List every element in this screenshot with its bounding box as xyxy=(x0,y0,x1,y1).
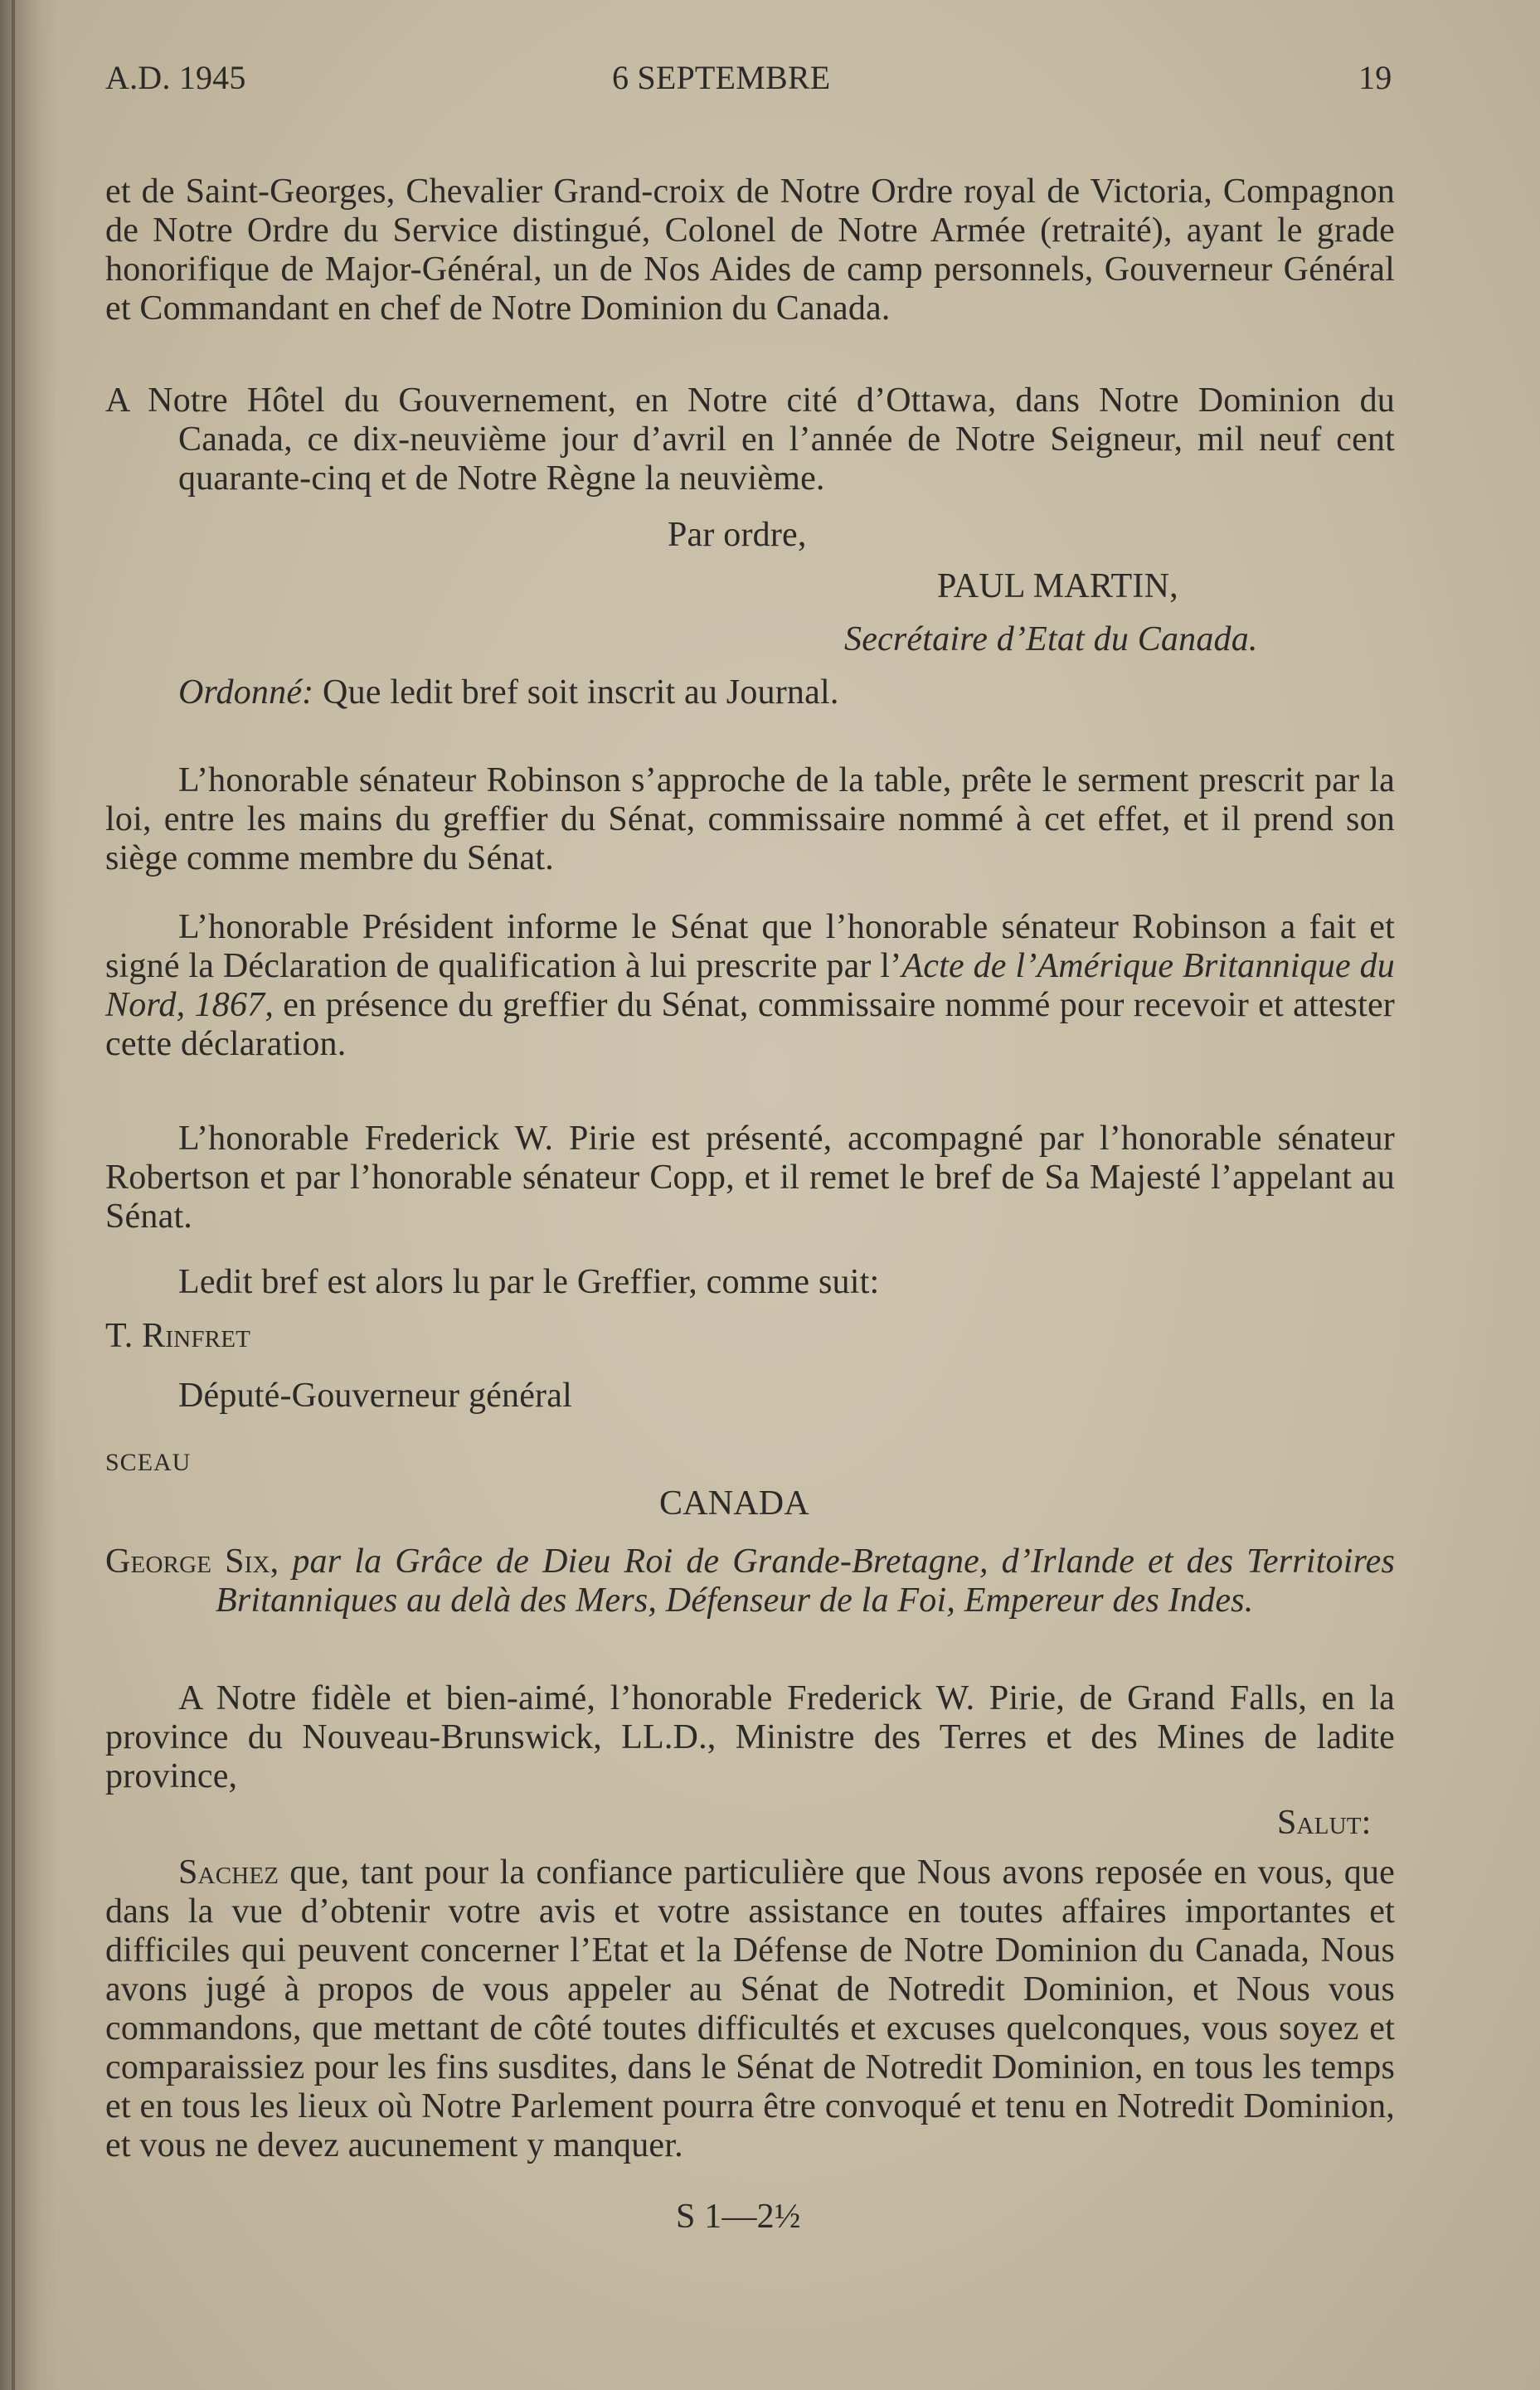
pirie-text: L’honorable Frederick W. Pirie est présenté, accompagné par l’honorable sénateur Robertson et par l’honorable sénateur Copp, et il remet le bref de Sa Majesté l’appelant au Sénat. xyxy=(105,1120,1395,1236)
act-title: Acte de l’Amérique Britannique du Nord, 1867, xyxy=(105,947,1395,1024)
pirie-paragraph xyxy=(105,1120,1395,1236)
sceau-label: SCEAU xyxy=(105,1449,192,1476)
signature-mark: S 1—2½ xyxy=(676,2198,801,2236)
george-name: George Six, xyxy=(105,1542,279,1581)
george-text xyxy=(105,1542,1395,1620)
canada-heading: CANADA xyxy=(659,1484,809,1523)
robinson-oath-text: L’honorable sénateur Robinson s’approche de la table, prête le serment prescrit par la loi, entre les mains du greffier du Sénat, commissaire nommé à cet effet, et il prend son siège comme membre du Sénat. xyxy=(105,761,1395,877)
intro-continuation: et de Saint-Georges, Chevalier Grand-croix de Notre Ordre royal de Victoria, Compagnon de Notre Ordre du Service distingué, Colonel de Notre Armée (retraité), ayant le grade honorifique de Major-Général, un de Nos Aides de camp personnels, Gouverneur Général et Commandant en chef de Notre Dominion du Canada. xyxy=(105,172,1395,328)
fidele-paragraph xyxy=(105,1679,1395,1796)
running-head-year: A.D. 1945 xyxy=(105,59,246,96)
page-number: 19 xyxy=(1358,59,1392,96)
ledit-line: Ledit bref est alors lu par le Greffier, comme suit: xyxy=(178,1263,880,1301)
given-at-paragraph xyxy=(105,381,1395,498)
fidele-text: A Notre fidèle et bien-aimé, l’honorable Frederick W. Pirie, de Grand Falls, en la province du Nouveau-Brunswick, LL.D., Ministre des Terres et des Mines de ladite province, xyxy=(105,1679,1395,1795)
ordonne-label: Ordonné: xyxy=(178,673,314,712)
president-text xyxy=(105,908,1395,1064)
page-binding-shadow xyxy=(0,0,58,2390)
president-text-2: en présence du greffier du Sénat, commissaire nommé pour recevoir et attester cette déclaration. xyxy=(105,986,1395,1063)
sachez-text xyxy=(105,1853,1395,2165)
rinfret-signature: T. Rinfret xyxy=(105,1317,251,1355)
signer-title: Secrétaire d’Etat du Canada. xyxy=(844,620,1258,658)
ordonne-text: Que ledit bref soit inscrit au Journal. xyxy=(313,673,839,712)
par-ordre: Par ordre, xyxy=(668,516,807,554)
running-head-date: 6 SEPTEMBRE xyxy=(612,59,831,96)
depute-title: Député-Gouverneur général xyxy=(178,1377,572,1415)
intro-paragraph xyxy=(105,172,1395,328)
spine-line xyxy=(12,0,15,2390)
robinson-oath-paragraph xyxy=(105,761,1395,878)
george-titles: par la Grâce de Dieu Roi de Grande-Bretagne, d’Irlande et des Territoires Britanniques au delà des Mers, Défenseur de la Foi, Empereur des Indes. xyxy=(216,1542,1395,1620)
sachez-body: que, tant pour la confiance particulière que Nous avons reposée en vous, que dans la vue d’obtenir votre avis et votre assistance en toutes affaires importantes et difficiles qui peuvent concerner l’Etat et la Défense de Notre Dominion du Canada, Nous avons jugé à propos de vous appeler au Sénat de Notredit Dominion, et Nous vous commandons, que mettant de côté toutes difficultés et excuses quelconques, vous soyez et comparaissiez pour les fins susdites, dans le Sénat de Notredit Dominion, en tous les temps et en tous les lieux où Notre Parlement pourra être convoqué et tenu en Notredit Dominion, et vous ne devez aucunement y manquer. xyxy=(105,1853,1395,2164)
sachez-paragraph xyxy=(105,1853,1395,2165)
salut-line: Salut: xyxy=(1277,1804,1372,1842)
signer-name: PAUL MARTIN, xyxy=(937,567,1178,605)
george-paragraph xyxy=(105,1542,1395,1620)
given-at-text: A Notre Hôtel du Gouvernement, en Notre cité d’Ottawa, dans Notre Dominion du Canada, ce dix-neuvième jour d’avril en l’année de Notre Seigneur, mil neuf cent quarante-cinq et de Notre Règne la neuvième. xyxy=(105,381,1395,498)
ordonne-line xyxy=(178,673,839,712)
president-text-1: L’honorable Président informe le Sénat que l’honorable sénateur Robinson a fait et signé la Déclaration de qualification à lui prescrite par l’ xyxy=(105,908,1395,985)
president-paragraph xyxy=(105,908,1395,1064)
sachez-word: Sachez xyxy=(178,1853,279,1892)
